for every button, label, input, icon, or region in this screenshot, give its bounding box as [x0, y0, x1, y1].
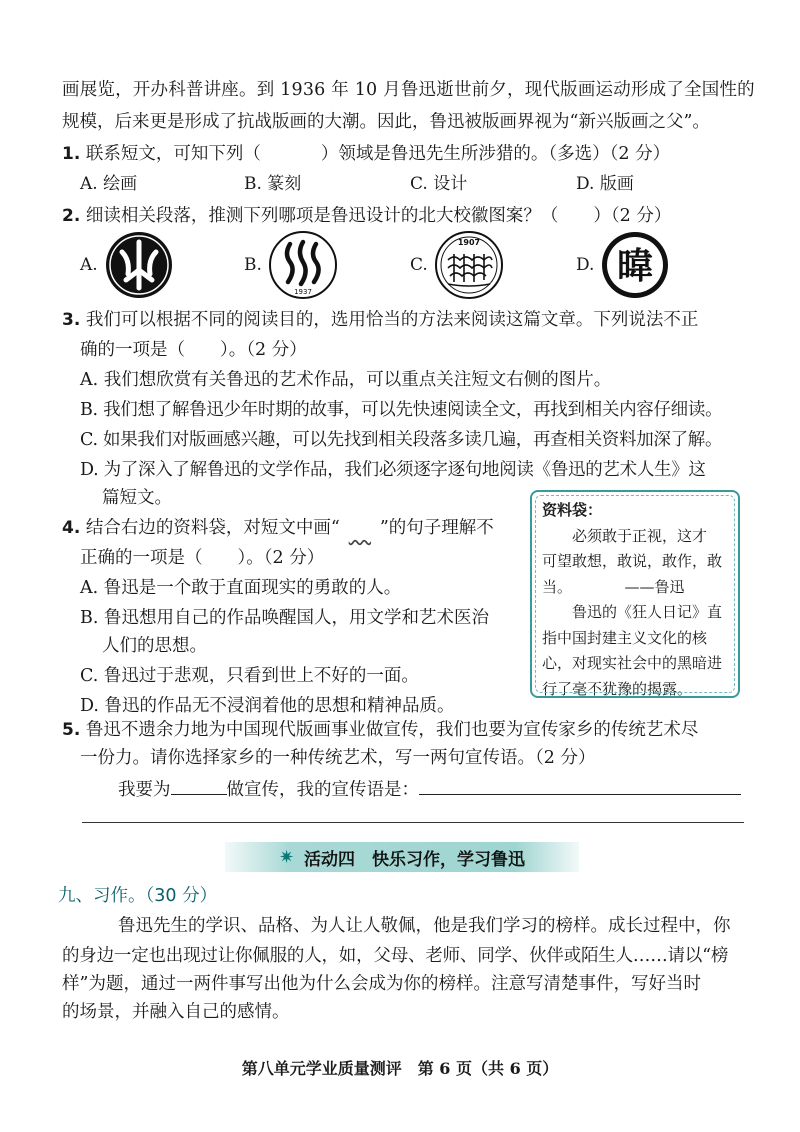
q1-option-b: B. 篆刻 [244, 174, 302, 194]
intro-line-2: 规模，后来更是形成了抗战版画的大潮。因此，鲁迅被版画界视为“新兴版画之父”。 [62, 112, 710, 132]
info-pocket-line-4: 鲁迅的《狂人日记》直 [572, 603, 723, 621]
info-pocket-line-7: 行了毫不犹豫的揭露。 [542, 679, 693, 698]
q3-number: 3. [62, 310, 81, 330]
q5-stem-line-1 [62, 718, 698, 742]
q2-text: 细读相关段落，推测下列哪项是鲁迅设计的北大校徽图案？（ ）（2 分） [85, 206, 672, 226]
q4-text-b: ”的句子理解不 [379, 518, 494, 538]
info-pocket-line-5: 指中国封建主义文化的核 [542, 628, 708, 647]
q4-option-b-line-1: B. 鲁迅想用自己的作品唤醒国人，用文学和艺术医治 [80, 608, 489, 628]
q1-stem [62, 142, 670, 166]
q1-text-a: 联系短文，可知下列（ [85, 144, 261, 164]
q4-option-a: A. 鲁迅是一个敢于直面现实的勇敢的人。 [80, 578, 402, 598]
q3-option-d-line-2: 篇短文。 [102, 488, 172, 508]
info-pocket-line-3: 当。 ——鲁迅 [542, 577, 685, 596]
info-pocket-box [530, 490, 740, 698]
q5-number: 5. [62, 720, 81, 740]
q5-art-blank[interactable] [171, 776, 227, 795]
q3-option-b: B. 我们想了解鲁迅少年时期的故事，可以先快速阅读全文，再找到相关内容仔细读。 [80, 400, 723, 420]
q2-label-d: D. [576, 255, 595, 275]
q5-stem-line-2: 一份力。请你选择家乡的一种传统艺术，写一两句宣传语。（2 分） [80, 748, 596, 768]
wavy-underline-sample [340, 516, 380, 540]
info-pocket-line-2: 可望敢想，敢说，敢作，敢 [542, 552, 723, 570]
q3-option-a: A. 我们想欣赏有关鲁迅的艺术作品，可以重点关注短文右侧的图片。 [80, 370, 612, 390]
q4-option-d: D. 鲁迅的作品无不浸润着他的思想和精神品质。 [80, 696, 455, 716]
q2-option-b[interactable] [244, 230, 338, 300]
q2-label-c: C. [410, 255, 428, 275]
info-pocket-title: 资料袋： [542, 501, 603, 519]
q2-stem [62, 204, 671, 228]
q3-stem-line-1 [62, 308, 698, 332]
writing-prompt-line-2: 的身边一定也出现过让你佩服的人，如，父母、老师、同学、伙伴或陌生人……请以“榜 [62, 946, 729, 966]
writing-section-title: 九、习作。（30 分） [58, 886, 218, 906]
intro-line-1: 画展览，开办科普讲座。到 1936 年 10 月鲁迅逝世前夕，现代版画运动形成了全国性的 [62, 80, 755, 100]
star-icon: ✷ [278, 846, 295, 868]
q4-option-b-line-2: 人们的思想。 [102, 636, 207, 656]
q1-option-d: D. 版画 [576, 174, 634, 194]
q2-option-d[interactable] [576, 230, 670, 300]
q5-answer-line[interactable] [82, 822, 744, 823]
q5-text-1: 鲁迅不遗余力地为中国现代版画事业做宣传，我们也要为宣传家乡的传统艺术尽 [85, 720, 699, 740]
q4-stem-line-2: 正确的一项是（ ）。（2 分） [80, 548, 325, 568]
seal-d-icon [600, 230, 670, 300]
q5-fill-text-b: 做宣传，我的宣传语是： [226, 780, 419, 800]
activity-four-title: 活动四 快乐习作，学习鲁迅 [304, 849, 526, 870]
q3-option-c: C. 如果我们对版画感兴趣，可以先找到相关段落多读几遍，再查相关资料加深了解。 [80, 430, 723, 450]
q3-option-d-line-1: D. 为了深入了解鲁迅的文学作品，我们必须逐字逐句地阅读《鲁迅的艺术人生》这 [80, 460, 706, 480]
q3-text-1: 我们可以根据不同的阅读目的，选用恰当的方法来阅读这篇文章。下列说法不正 [85, 310, 699, 330]
q2-option-a[interactable] [80, 230, 174, 300]
writing-prompt-line-4: 的场景，并融入自己的感情。 [62, 1002, 290, 1022]
q2-number: 2. [62, 206, 81, 226]
q5-fill-line [118, 776, 741, 802]
seal-d-chars: 暐 [617, 245, 654, 287]
q5-fill-text-a: 我要为 [118, 780, 171, 800]
q1-number: 1. [62, 144, 81, 164]
seal-b-year: 1937 [293, 288, 312, 296]
info-pocket-line-6: 心，对现实社会中的黑暗进 [542, 654, 723, 672]
q1-option-c: C. 设计 [410, 174, 468, 194]
q4-stem-line-1 [62, 516, 494, 540]
seal-a-icon [104, 230, 174, 300]
q1-text-b: ）领域是鲁迅先生所涉猎的。（多选）（2 分） [320, 144, 671, 164]
seal-b-icon [268, 230, 338, 300]
writing-prompt-line-1: 鲁迅先生的学识、品格、为人让人敬佩，他是我们学习的榜样。成长过程中，你 [118, 916, 731, 936]
q2-option-c[interactable] [410, 230, 504, 300]
q2-label-a: A. [80, 255, 98, 275]
q2-label-b: B. [244, 255, 262, 275]
q3-stem-line-2: 确的一项是（ ）。（2 分） [80, 340, 307, 360]
activity-four-banner [225, 842, 579, 872]
q4-text-a: 结合右边的资料袋，对短文中画“ [85, 518, 340, 538]
writing-prompt-line-3: 样”为题，通过一两件事写出他为什么会成为你的榜样。注意写清楚事件，写好当时 [62, 974, 701, 994]
q5-slogan-blank[interactable] [419, 776, 741, 795]
q4-number: 4. [62, 518, 81, 538]
q4-option-c: C. 鲁迅过于悲观，只看到世上不好的一面。 [80, 666, 419, 686]
seal-c-icon [434, 230, 504, 300]
q1-option-a: A. 绘画 [80, 174, 138, 194]
seal-c-year: 1907 [457, 238, 480, 247]
info-pocket-line-1: 必须敢于正视，这才 [572, 526, 708, 545]
page-footer: 第八单元学业质量测评 第 6 页（共 6 页） [241, 1059, 559, 1078]
